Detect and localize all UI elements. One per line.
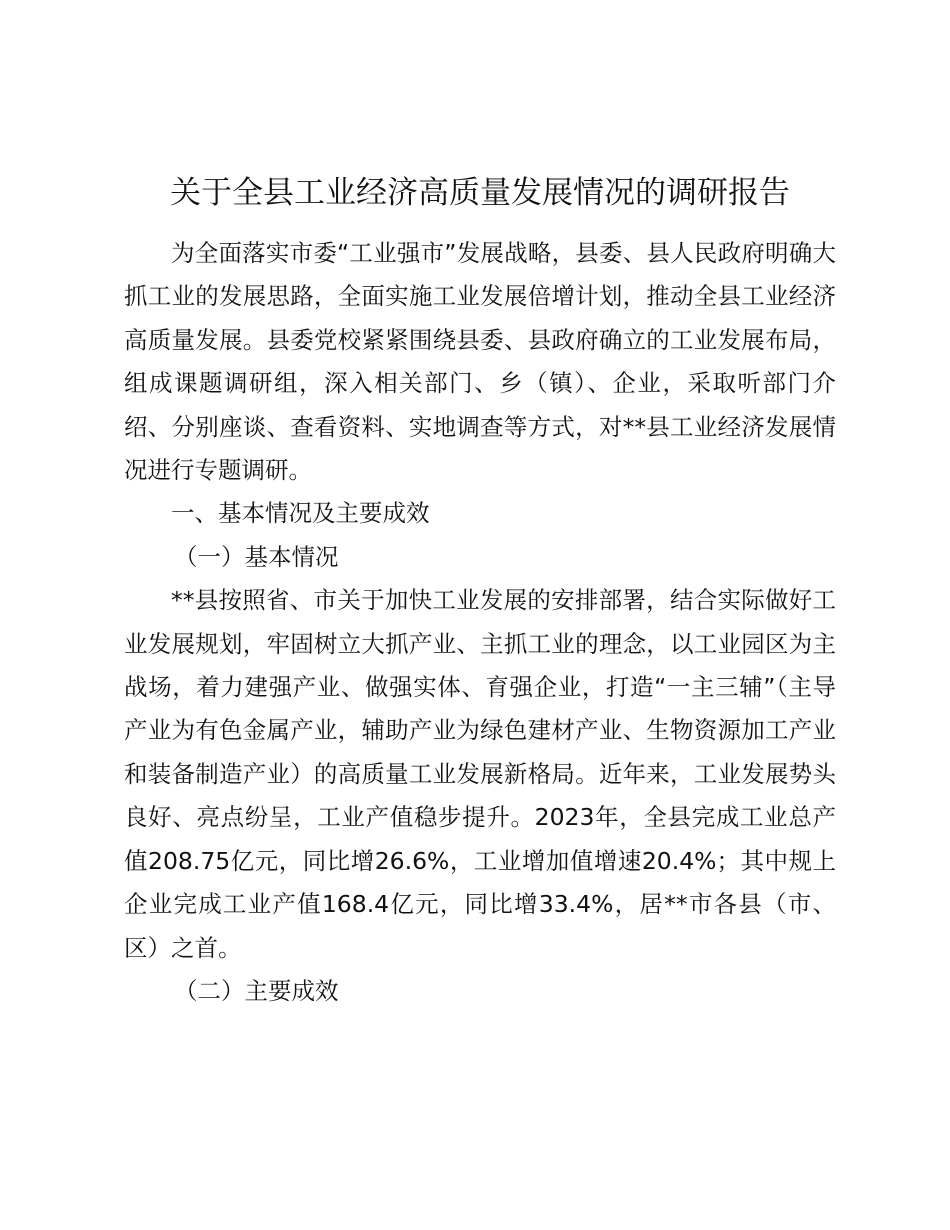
subsection-heading-basic: （一）基本情况	[174, 542, 339, 571]
report-title: 关于全县工业经济高质量发展情况的调研报告	[170, 175, 790, 211]
section-heading-basic-situation: 一、基本情况及主要成效	[171, 499, 430, 528]
subsection-heading-achievements: （二）主要成效	[174, 976, 339, 1005]
intro-paragraph: 为全面落实市委“工业强市”发展战略，县委、县人民政府明确大抓工业的发展思路，全面实施工业发展倍增计划，推动全县工业经济高质量发展。县委党校紧紧围绕县委、县政府确立的工业发展布局，组成课题调研组，深入相关部门、乡（镇）、企业，采取听部门介绍、分别座谈、查看资料、实地调查等方式，对**县工业经济发展情况进行专题调研。	[124, 239, 836, 485]
basic-situation-paragraph: **县按照省、市关于加快工业发展的安排部署，结合实际做好工业发展规划，牢固树立大抓产业、主抓工业的理念，以工业园区为主战场，着力建强产业、做强实体、育强企业，打造“一主三辅”（主导产业为有色金属产业，辅助产业为绿色建材产业、生物资源加工产业和装备制造产业）的高质量工业发展新格局。近年来，工业发展势头良好、亮点纷呈，工业产值稳步提升。2023年，全县完成工业总产值208.75亿元，同比增26.6%，工业增加值增速20.4%；其中规上企业完成工业产值168.4亿元，同比增33.4%，居**市各县（市、区）之首。	[124, 586, 836, 962]
report-body	[124, 232, 836, 1013]
